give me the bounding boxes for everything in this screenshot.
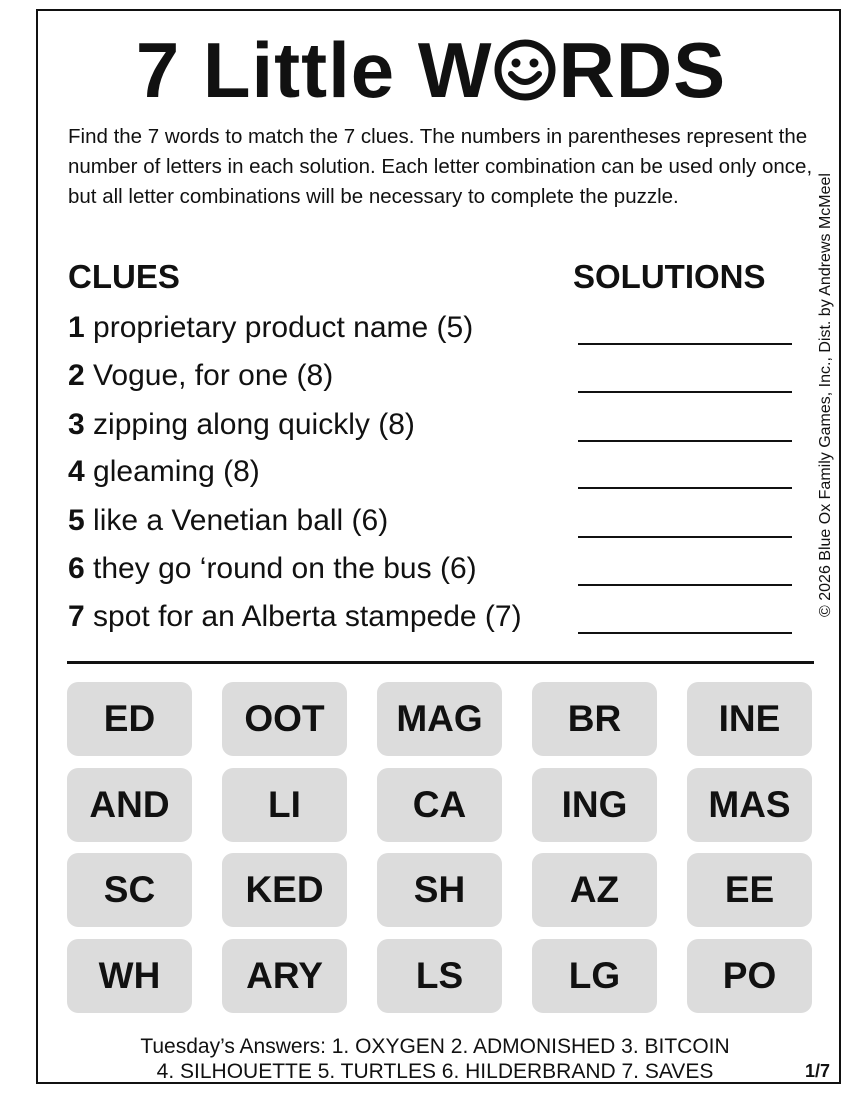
letter-tile[interactable]: SC xyxy=(67,853,192,927)
solution-line-1[interactable] xyxy=(578,343,792,345)
letter-tile[interactable]: BR xyxy=(532,682,657,756)
letter-tile[interactable]: MAG xyxy=(377,682,502,756)
clue-4: 4 gleaming (8) xyxy=(68,455,260,488)
clues-header: CLUES xyxy=(68,258,180,295)
letter-tile[interactable]: MAS xyxy=(687,768,812,842)
letter-tile[interactable]: KED xyxy=(222,853,347,927)
instructions: Find the 7 words to match the 7 clues. The numbers in parentheses represent the number of letters in each solution. Each letter combination can be used only once, but all letter combinations will be necessary to complete the puzzle. xyxy=(68,125,813,208)
answers-line-2: 4. SILHOUETTE 5. TURTLES 6. HILDERBRAND 7. SAVES xyxy=(156,1060,714,1083)
letter-tile[interactable]: WH xyxy=(67,939,192,1013)
solution-line-7[interactable] xyxy=(578,632,792,634)
letter-tile[interactable]: ARY xyxy=(222,939,347,1013)
clue-7: 7 spot for an Alberta stampede (7) xyxy=(68,600,522,633)
solution-line-5[interactable] xyxy=(578,536,792,538)
letter-tile[interactable]: PO xyxy=(687,939,812,1013)
letter-tile[interactable]: CA xyxy=(377,768,502,842)
solution-line-4[interactable] xyxy=(578,487,792,489)
solution-line-2[interactable] xyxy=(578,391,792,393)
smiley-face-icon xyxy=(494,39,556,101)
solution-line-6[interactable] xyxy=(578,584,792,586)
clue-6: 6 they go ‘round on the bus (6) xyxy=(68,552,477,585)
letter-tile[interactable]: AZ xyxy=(532,853,657,927)
letter-tile[interactable]: LI xyxy=(222,768,347,842)
clue-5: 5 like a Venetian ball (6) xyxy=(68,504,389,537)
puzzle-title: 7 Little W RDS xyxy=(135,26,727,114)
letter-tile[interactable]: EE xyxy=(687,853,812,927)
letter-tile[interactable]: SH xyxy=(377,853,502,927)
solution-line-3[interactable] xyxy=(578,440,792,442)
letter-tile[interactable]: OOT xyxy=(222,682,347,756)
previous-answers xyxy=(40,1034,830,1084)
letter-tile[interactable]: LG xyxy=(532,939,657,1013)
page-number: 1/7 xyxy=(805,1061,831,1081)
clue-2: 2 Vogue, for one (8) xyxy=(68,359,334,392)
clue-3: 3 zipping along quickly (8) xyxy=(68,408,415,441)
solutions-header: SOLUTIONS xyxy=(573,258,766,295)
letter-tile[interactable]: ING xyxy=(532,768,657,842)
letter-tile[interactable]: LS xyxy=(377,939,502,1013)
letter-tile[interactable]: INE xyxy=(687,682,812,756)
answers-line-1: Tuesday’s Answers: 1. OXYGEN 2. ADMONISHED 3. BITCOIN xyxy=(140,1035,730,1058)
letter-tile[interactable]: ED xyxy=(67,682,192,756)
letter-tile[interactable]: AND xyxy=(67,768,192,842)
clue-1: 1 proprietary product name (5) xyxy=(68,311,474,344)
divider xyxy=(67,661,814,664)
